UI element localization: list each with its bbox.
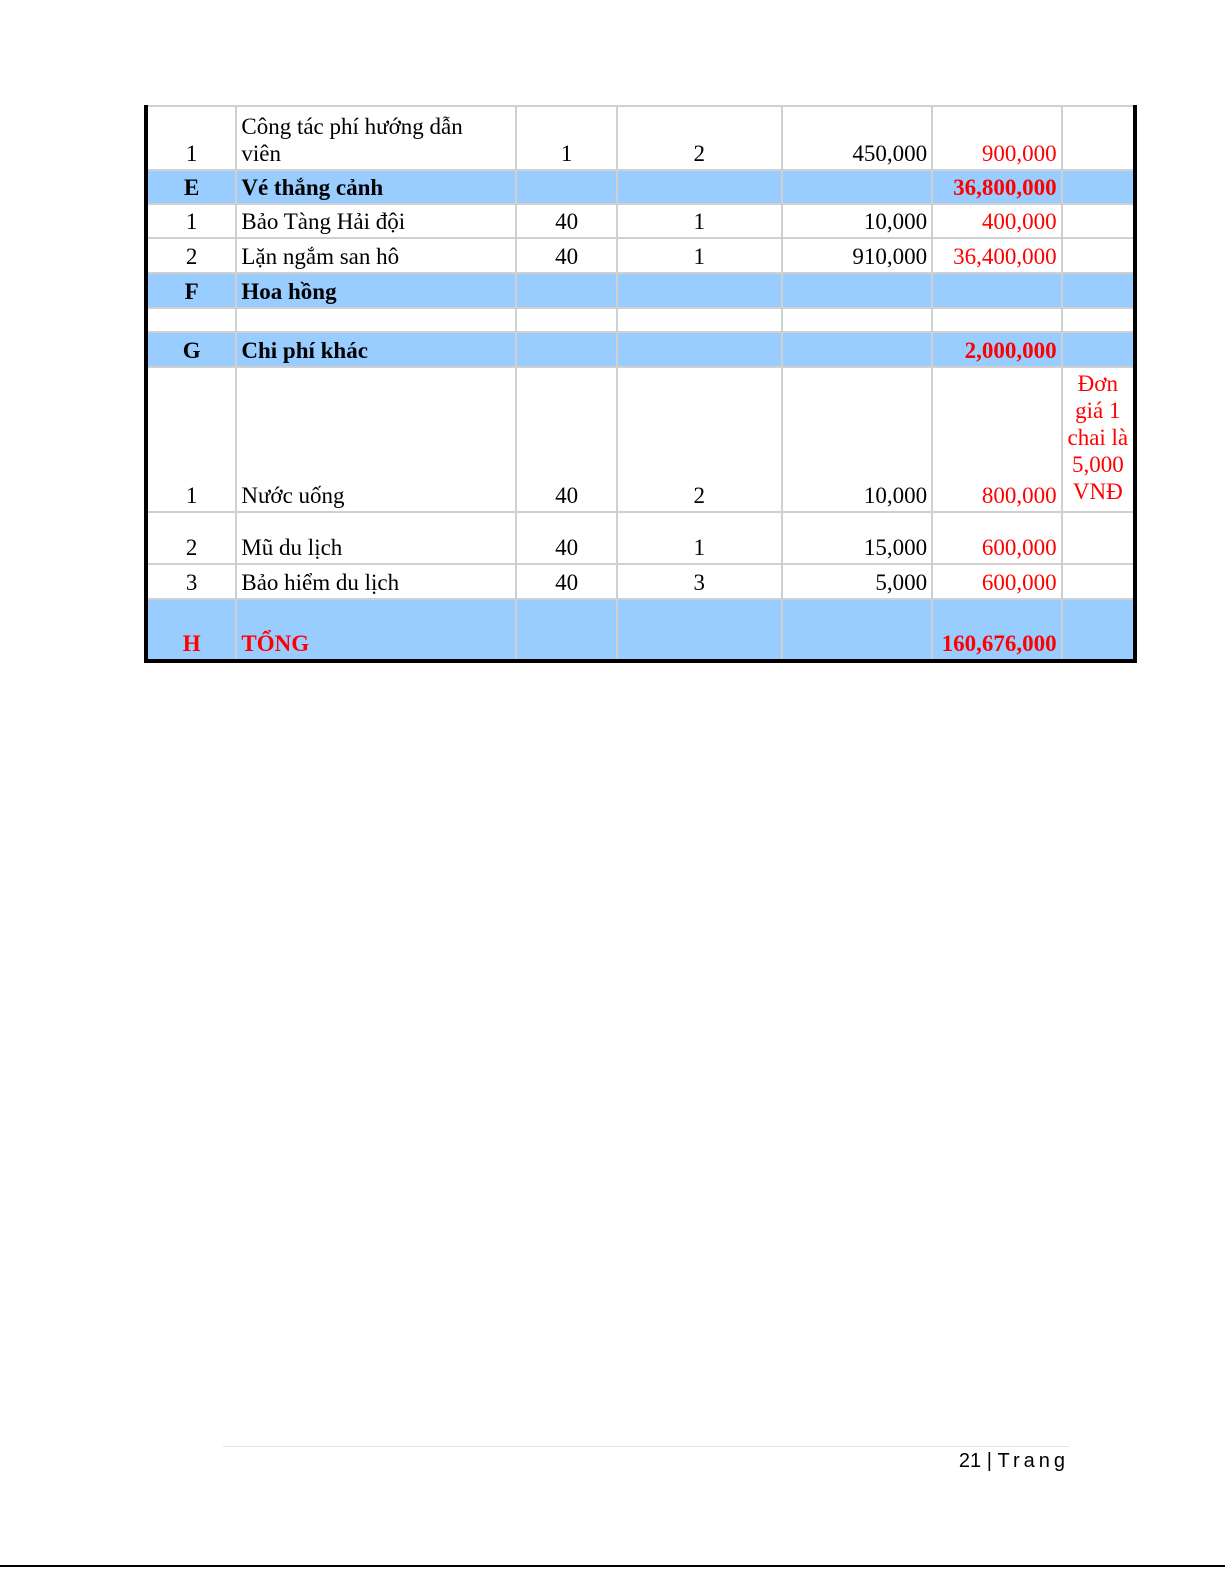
row-total: 800,000 bbox=[932, 367, 1062, 512]
cost-table bbox=[144, 105, 1137, 663]
footer-divider bbox=[223, 1446, 1069, 1447]
section-note bbox=[1062, 273, 1135, 308]
row-name: Lặn ngắm san hô bbox=[236, 238, 516, 273]
blank-cell bbox=[146, 308, 236, 332]
row-name: Nước uống bbox=[236, 367, 516, 512]
row-times: 1 bbox=[617, 204, 782, 238]
section-total: 36,800,000 bbox=[932, 170, 1062, 204]
section-times bbox=[617, 273, 782, 308]
row-price: 10,000 bbox=[782, 367, 933, 512]
blank-cell bbox=[516, 308, 616, 332]
row-stt: 2 bbox=[146, 238, 236, 273]
section-row-e bbox=[146, 170, 1135, 204]
blank-cell bbox=[617, 308, 782, 332]
section-qty bbox=[516, 332, 616, 367]
section-price bbox=[782, 332, 933, 367]
row-total: 400,000 bbox=[932, 204, 1062, 238]
total-letter: H bbox=[146, 599, 236, 661]
row-price: 10,000 bbox=[782, 204, 933, 238]
row-stt: 1 bbox=[146, 106, 236, 170]
page-word: Trang bbox=[997, 1450, 1069, 1472]
row-qty: 1 bbox=[516, 106, 616, 170]
section-title: Chi phí khác bbox=[236, 332, 516, 367]
total-qty bbox=[516, 599, 616, 661]
section-row-g bbox=[146, 332, 1135, 367]
table-row bbox=[146, 238, 1135, 273]
row-name: Bảo Tàng Hải đội bbox=[236, 204, 516, 238]
total-price bbox=[782, 599, 933, 661]
row-qty: 40 bbox=[516, 564, 616, 599]
row-name: Bảo hiểm du lịch bbox=[236, 564, 516, 599]
row-times: 2 bbox=[617, 367, 782, 512]
row-total: 600,000 bbox=[932, 512, 1062, 564]
row-total: 36,400,000 bbox=[932, 238, 1062, 273]
grand-total-value: 160,676,000 bbox=[932, 599, 1062, 661]
row-times: 1 bbox=[617, 512, 782, 564]
section-times bbox=[617, 170, 782, 204]
section-price bbox=[782, 170, 933, 204]
table-row bbox=[146, 204, 1135, 238]
row-name: Công tác phí hướng dẫn viên bbox=[236, 106, 516, 170]
section-row-f bbox=[146, 273, 1135, 308]
section-total bbox=[932, 273, 1062, 308]
row-note bbox=[1062, 238, 1135, 273]
section-price bbox=[782, 273, 933, 308]
row-name: Mũ du lịch bbox=[236, 512, 516, 564]
row-qty: 40 bbox=[516, 512, 616, 564]
row-price: 450,000 bbox=[782, 106, 933, 170]
section-times bbox=[617, 332, 782, 367]
table-row bbox=[146, 367, 1135, 512]
row-qty: 40 bbox=[516, 204, 616, 238]
section-letter: G bbox=[146, 332, 236, 367]
row-total: 900,000 bbox=[932, 106, 1062, 170]
footer-separator: | bbox=[986, 1450, 992, 1472]
section-qty bbox=[516, 170, 616, 204]
row-total: 600,000 bbox=[932, 564, 1062, 599]
total-note bbox=[1062, 599, 1135, 661]
row-note bbox=[1062, 106, 1135, 170]
table-row bbox=[146, 512, 1135, 564]
blank-cell bbox=[932, 308, 1062, 332]
row-times: 3 bbox=[617, 564, 782, 599]
row-price: 5,000 bbox=[782, 564, 933, 599]
section-qty bbox=[516, 273, 616, 308]
table-row bbox=[146, 564, 1135, 599]
row-stt: 2 bbox=[146, 512, 236, 564]
row-qty: 40 bbox=[516, 367, 616, 512]
row-price: 15,000 bbox=[782, 512, 933, 564]
row-stt: 3 bbox=[146, 564, 236, 599]
table-row bbox=[146, 106, 1135, 170]
total-times bbox=[617, 599, 782, 661]
section-total: 2,000,000 bbox=[932, 332, 1062, 367]
row-times: 2 bbox=[617, 106, 782, 170]
row-note: Đơn giá 1 chai là 5,000 VNĐ bbox=[1062, 367, 1135, 512]
blank-cell bbox=[236, 308, 516, 332]
page-number: 21 bbox=[958, 1450, 982, 1472]
total-row bbox=[146, 599, 1135, 661]
blank-cell bbox=[782, 308, 933, 332]
section-title: Hoa hồng bbox=[236, 273, 516, 308]
row-stt: 1 bbox=[146, 204, 236, 238]
table-row-blank bbox=[146, 308, 1135, 332]
section-letter: F bbox=[146, 273, 236, 308]
bottom-rule bbox=[0, 1565, 1225, 1567]
row-qty: 40 bbox=[516, 238, 616, 273]
section-note bbox=[1062, 332, 1135, 367]
row-note bbox=[1062, 512, 1135, 564]
row-stt: 1 bbox=[146, 367, 236, 512]
section-letter: E bbox=[146, 170, 236, 204]
row-note bbox=[1062, 204, 1135, 238]
row-price: 910,000 bbox=[782, 238, 933, 273]
blank-cell bbox=[1062, 308, 1135, 332]
section-title: Vé thắng cảnh bbox=[236, 170, 516, 204]
section-note bbox=[1062, 170, 1135, 204]
total-label: TỔNG bbox=[236, 599, 516, 661]
row-times: 1 bbox=[617, 238, 782, 273]
page-footer bbox=[959, 1450, 1069, 1473]
row-note bbox=[1062, 564, 1135, 599]
